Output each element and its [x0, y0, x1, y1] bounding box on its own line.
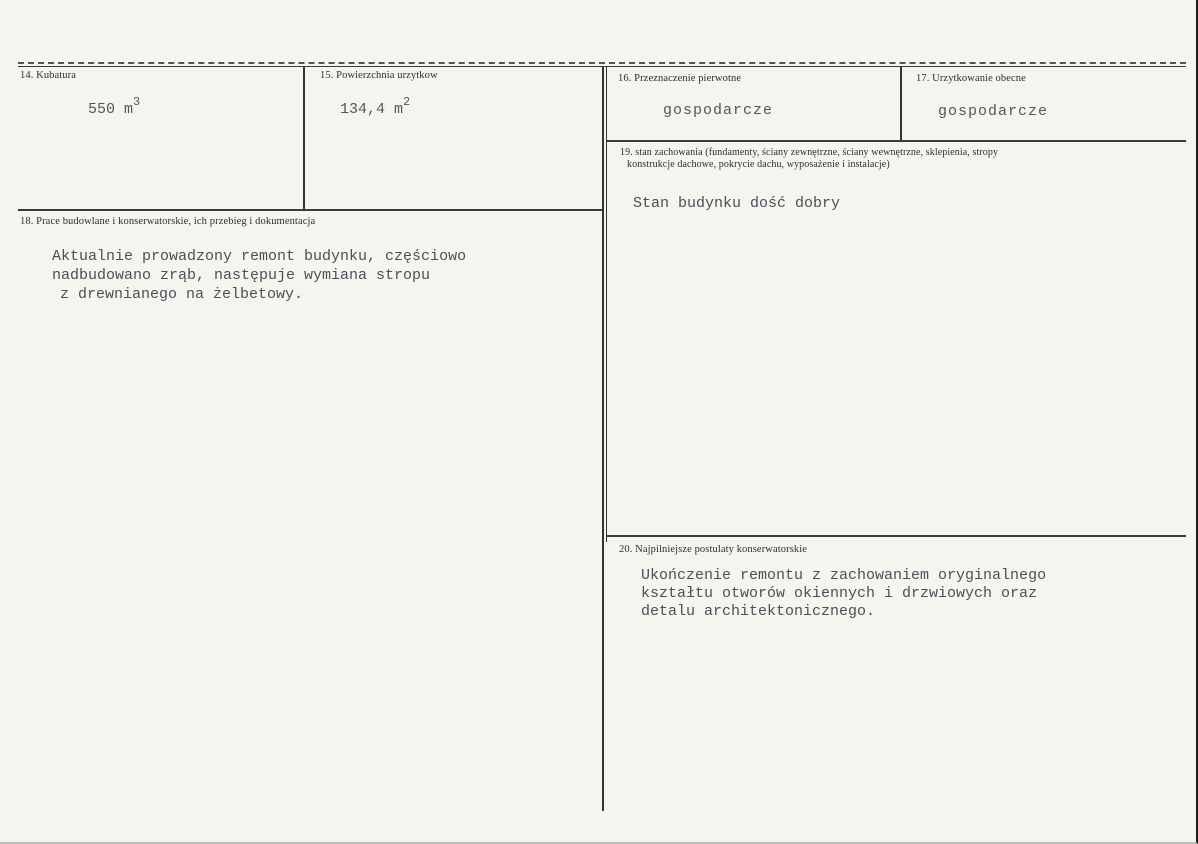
field-14-label: 14. Kubatura	[20, 70, 77, 81]
field-14-value	[88, 97, 140, 118]
divider-left-right	[602, 66, 604, 811]
field-18-line-2: nadbudowano zrąb, następuje wymiana stropu	[52, 267, 431, 284]
divider-16-17	[900, 66, 902, 140]
divider-row-19-20	[607, 535, 1186, 537]
field-19-value: Stan budynku dość dobry	[633, 195, 841, 212]
field-18-line-3: z drewnianego na żelbetowy.	[60, 286, 304, 303]
divider-right-column	[606, 66, 607, 542]
field-16-label: 16. Przeznaczenie pierwotne	[618, 73, 742, 84]
field-14-number: 550 m	[88, 101, 134, 118]
field-19-label-line-1: 19. stan zachowania (fundamenty, ściany zewnętrzne, ściany wewnętrzne, sklepienia, stropy	[620, 147, 999, 158]
field-15-label: 15. Powierzchnia urzytkow	[320, 70, 438, 81]
field-20-label: 20. Najpilniejsze postulaty konserwatorskie	[619, 544, 808, 555]
field-20-line-2: kształtu otworów okiennych i drzwiowych oraz	[641, 585, 1038, 602]
field-18-line-1: Aktualnie prowadzony remont budynku, częściowo	[52, 248, 467, 265]
divider-14-15	[303, 66, 305, 210]
field-20-line-1: Ukończenie remontu z zachowaniem oryginalnego	[641, 567, 1047, 584]
field-15-exponent: 2	[403, 95, 411, 109]
field-20-line-3: detalu architektonicznego.	[641, 603, 876, 620]
field-19-label-line-2: konstrukcje dachowe, pokrycie dachu, wyposażenie i instalacje)	[627, 159, 890, 170]
field-14-exponent: 3	[133, 95, 141, 109]
divider-row-16-19	[607, 140, 1186, 142]
field-17-label: 17. Urzytkowanie obecne	[916, 73, 1026, 84]
field-17-value: gospodarcze	[938, 103, 1049, 120]
field-18-label: 18. Prace budowlane i konserwatorskie, ich przebieg i dokumentacja	[20, 216, 316, 227]
field-15-value	[340, 97, 410, 118]
field-15-number: 134,4 m	[340, 101, 404, 118]
field-16-value: gospodarcze	[663, 102, 774, 119]
divider-row-14-18	[18, 209, 602, 211]
top-rule	[18, 62, 1186, 64]
